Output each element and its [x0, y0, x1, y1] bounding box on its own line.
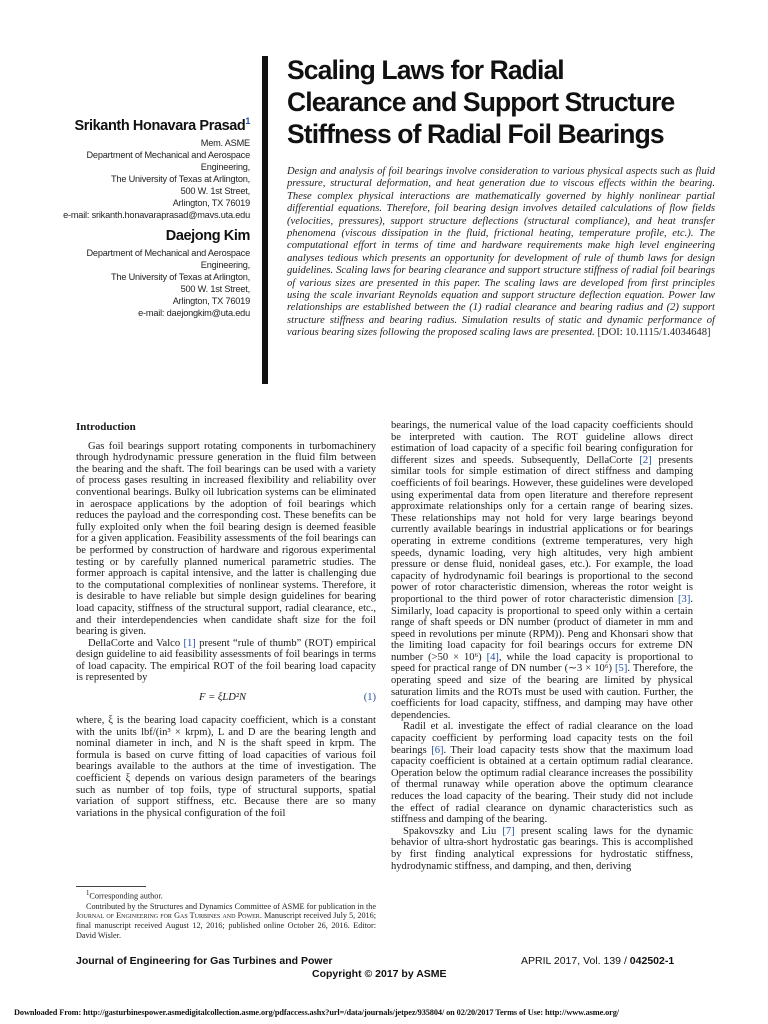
equation-body: F = ξLD²N — [199, 692, 247, 704]
citation-link[interactable]: [1] — [183, 637, 196, 649]
footer-copyright: Copyright © 2017 by ASME — [312, 968, 447, 980]
paragraph: Gas foil bearings support rotating components in turbomachinery through hydrodynamic pressure generation in the fluid film between the bearing and the shaft. The foil bearings can be used with a variety of process gases resulting in increased flexibility and reliability over conventional bearings. Bulky oil lubrication systems can be eliminated in aerospace applications by the adoption of foil bearings which reduces the payload and the corresponding cost. These benefits can be fully exploited only when the foil bearing design is deemed feasible for a given application. Feasibility assessments of the foil bearings can be performed by construction of hardware and rigorous experimental testing or by carefully planned numerical parametric studies. The former approach is capital intensive, and the latter is challenging due to the computational complexities of nonlinear systems. Therefore, it is desirable to have reliable but simple design guidelines for bearing load capacity, stiffness of the structural support, radial clearance, etc., and their interdependencies when candidate shaft size for the foil bearing is given. — [76, 440, 376, 638]
citation-link[interactable]: [5] — [615, 663, 628, 675]
citation-link[interactable]: [2] — [639, 454, 652, 466]
paragraph: where, ξ is the bearing load capacity coefficient, which is a constant with the units lbf/(in³ × krpm), L and D are the bearing length and nominal diameter in inch, and N is the shaft speed in krpm. The formula is based on curve fitting of load capacities of various foil bearings available to the authors at the time of investigation. The coefficient ξ depends on various design parameters of the bearings such as number of top foils, type of structural supports, spatial variation of support stiffness, etc. Because there are so many variations in the physical configuration of the foil — [76, 715, 376, 819]
citation-link[interactable]: [4] — [486, 651, 499, 663]
section-heading: Introduction — [76, 421, 136, 433]
footer-journal-name: Journal of Engineering for Gas Turbines and Power — [76, 955, 333, 967]
author-name: Daejong Kim — [165, 227, 250, 244]
footnote-rule — [76, 886, 146, 887]
paper-title: Scaling Laws for Radial Clearance and Support Structure Stiffness of Radial Foil Bearings — [287, 55, 675, 149]
paragraph: bearings, the numerical value of the load capacity coefficients should be interpreted with caution. The ROT guideline allows direct estimation of load capacity of a specific foil bearing configuration for different sizes and speeds. Subsequently, DellaCorte [2] presents similar tools for simple estimation of direct stiffness and damping coefficients of foil bearings. However, these guidelines were developed using experimental data from open literature and therefore represent approximate relationships only for a certain range of bearing sizes. These relationships may not hold for very large bearings beyond currently available bearings in industrial applications or for bearings operating in extreme conditions (extreme temperatures, very high speeds, dynamic loading, very high altitudes, very high ambient pressure or dense fluid, nonideal gases, etc.). For example, the load capacity of hydrodynamic foil bearings is proportional to the second power of rotor characteristic dimension, whereas the rotor weight is proportional to the third power of rotor characteristic dimension [3]. Similarly, load capacity is proportional to speed only within a certain range of shaft speeds or DN number (product of diameter in mm and speed in revolutions per minute (RPM)). Peng and Khonsari show that the limiting load capacity for foil bearings occurs for extreme DN number (>50 × 10⁶) [4], while the load capacity is proportional to speed for practical range of DN number (∼3 × 10⁶) [5]. Therefore, the operating speed and size of the bearing are limited by physical saturation limits and the ROTs must be used with caution. Further, the coefficients for load capacity, stiffness, and damping may have other dependencies. — [391, 420, 693, 721]
citation-link[interactable]: [6] — [431, 744, 444, 756]
citation-link[interactable]: [3] — [678, 593, 691, 605]
abstract: Design and analysis of foil bearings involve consideration to various physical aspects such as fluid pressure, structural deformation, and heat generation due to viscous effects within the bearing. These complex physical interactions are mathematically governed by highly nonlinear partial differential equations. Therefore, foil bearing design involves detailed calculations of flow fields (velocities, pressures), support structure deflections (structural compliance), and heat transfer phenomena (viscous dissipation in the fluid, frictional heating, temperature profile, etc.). The computational effort in terms of time and hardware requirements make high level engineering analyses tedious which presents an opportunity for development of rule of thumb laws for design guidelines. Scaling laws for bearing clearance and support structure stiffness of radial foil bearings of various sizes are presented in this paper. The scaling laws are developed from first principles using the scale invariant Reynolds equation and support structure deflection equation. Power law relationships are established between the (1) radial clearance and bearing radius and (2) support structure stiffness and bearing radius. Simulation results of static and dynamic performance of various bearing sizes following the proposed scaling laws are presented. [DOI: 10.1115/1.4034648] — [287, 166, 715, 339]
paragraph: Radil et al. investigate the effect of radial clearance on the load capacity coefficient by performing load capacity tests on the foil bearings [6]. Their load capacity tests show that the maximum load capacity coefficient is obtained at a certain optimum radial clearance. Operation below the optimum radial clearance increases the possibility of thermal runaway while operation above the optimum clearance reduces the load capacity of the bearing. Their study did not include the effect of radial clearance on dynamic characteristics such as stiffness and damping of the bearing. — [391, 721, 693, 826]
author-affiliation: Department of Mechanical and Aerospace Engineering, The University of Texas at Arlington, 500 W. 1st Street, Arlington, TX 76019 e-mail: daejongkim@uta.edu — [60, 247, 250, 319]
footnote: $^1$Corresponding author. — [86, 890, 163, 901]
author-name: Srikanth Honavara Prasad$^1$ — [74, 116, 250, 134]
footnote-mark: 1 — [245, 116, 250, 126]
paragraph: DellaCorte and Valco [1] present “rule of thumb” (ROT) empirical design guideline to aid feasibility assessments of foil bearings in terms of load capacity. The empirical ROT of the foil bearing load capacity is represented by — [76, 637, 377, 684]
title-rule — [262, 56, 268, 384]
author-email[interactable]: e-mail: srikanth.honavaraprasad@mavs.uta.edu — [63, 209, 250, 220]
author-affiliation: Mem. ASME Department of Mechanical and Aerospace Engineering, The University of Texas at Arlington, 500 W. 1st Street, Arlington, TX 76019 e-mail: srikanth.honavaraprasad@mavs.uta.edu — [60, 137, 250, 221]
body-column-right — [391, 420, 693, 872]
equation — [76, 689, 376, 711]
paragraph: Spakovszky and Liu [7] present scaling laws for the dynamic behavior of ultra-short hydrostatic gas bearings. This is accomplished by first finding analytical expressions for hydrostatic stiffness, hydrodynamic stiffness, and damping, and then, deriving — [391, 825, 693, 872]
body-column-left — [76, 422, 376, 819]
equation-number[interactable]: (1) — [363, 692, 376, 704]
footer-issue: APRIL 2017, Vol. 139 / 042502-1 — [521, 955, 675, 967]
citation-link[interactable]: [7] — [502, 825, 515, 837]
download-notice: Downloaded From: http://gasturbinespower.asmedigitalcollection.asme.org/pdfaccess.ashx?url=/data/journals/jetpez/935804/ on 02/20/2017 Terms of Use: http://www.asme.org/ — [14, 1008, 620, 1017]
author-email[interactable]: e-mail: daejongkim@uta.edu — [138, 307, 250, 318]
doi-link[interactable]: [DOI: 10.1115/1.4034648] — [597, 327, 711, 339]
article-number: 042502-1 — [629, 955, 675, 967]
authors-block — [60, 116, 250, 319]
footnotes — [76, 889, 376, 941]
footnote: Contributed by the Structures and Dynamics Committee of ASME for publication in the Journal of Engineering for Gas Turbines and Power. Manuscript received July 5, 2016; final manuscript received August 12, 2016; published online October 26, 2016. Editor: David Wisler. — [76, 901, 376, 940]
